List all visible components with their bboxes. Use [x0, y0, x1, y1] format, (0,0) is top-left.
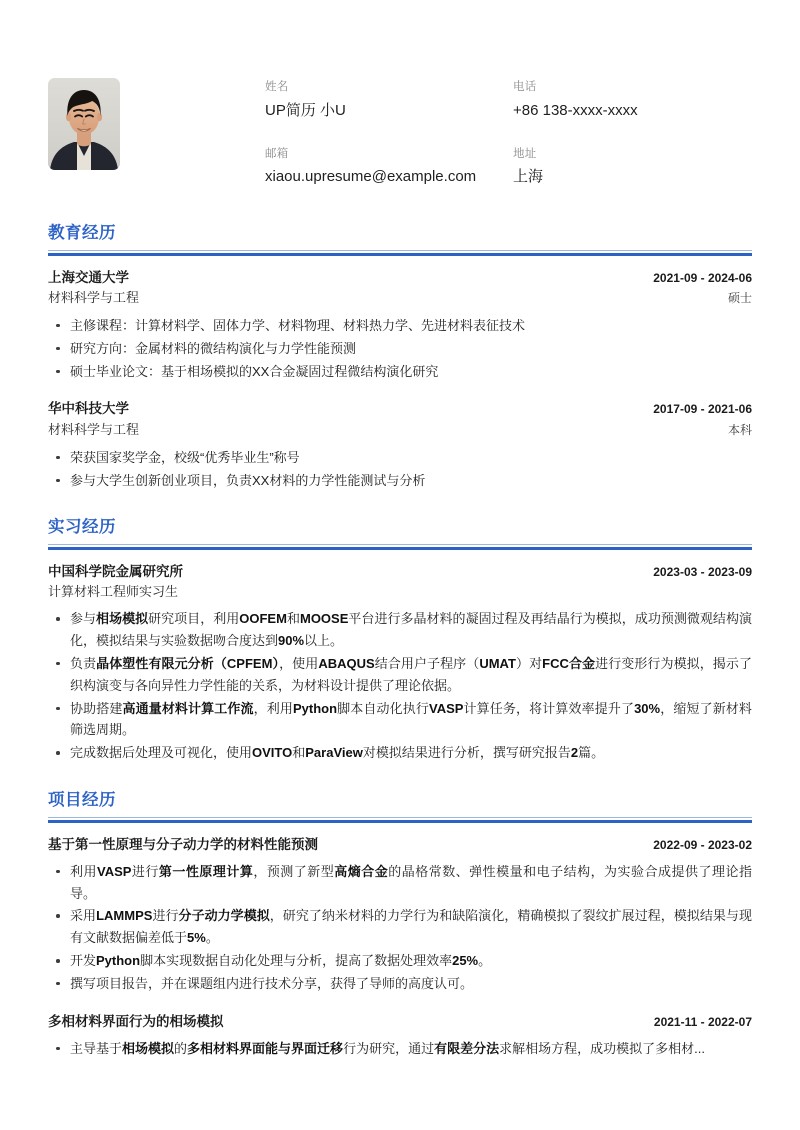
field-label-name: 姓名: [265, 81, 289, 93]
contact-field-name: [265, 81, 513, 121]
avatar: [48, 78, 120, 170]
education-bullets: [48, 447, 752, 492]
section-title-education: 教育经历: [48, 224, 116, 243]
school-name: 上海交通大学: [48, 269, 129, 285]
field-label-email: 邮箱: [265, 147, 289, 160]
project-name: 基于第一性原理与分子动力学的材料性能预测: [48, 836, 318, 852]
bullet-item: 采用LAMMPS进行分子动力学模拟，研究了纳米材料的力学行为和缺陷演化，精确模拟了裂纹扩展过程，模拟结果与现有文献数据偏差低于5%。: [48, 905, 752, 949]
project-entry: [48, 1012, 752, 1060]
internship-entry: [48, 562, 752, 764]
education-entry: [48, 268, 752, 383]
project-bullets: [48, 861, 752, 995]
bullet-item: 参与相场模拟研究项目，利用OOFEM和MOOSE平台进行多晶材料的凝固过程及再结晶行为模拟，成功预测微观结构演化，模拟结果与实验数据吻合度达到90%以上。: [48, 608, 752, 652]
bullet-item: 负责晶体塑性有限元分析（CPFEM），使用ABAQUS结合用户子程序（UMAT）对FCC合金进行变形行为模拟，揭示了织构演变与各向异性力学性能的关系，为材料设计提供了理论依据。: [48, 653, 752, 697]
bullet-item: 利用VASP进行第一性原理计算，预测了新型高熵合金的晶格常数、弹性模量和电子结构，为实验合成提供了理论指导。: [48, 861, 752, 905]
section-divider: [48, 544, 752, 550]
section-divider: [48, 817, 752, 823]
bullet-item: 开发Python脚本实现数据自动化处理与分析，提高了数据处理效率25%。: [48, 950, 752, 972]
education-date: 2021-09 - 2024-06: [653, 270, 752, 285]
bullet-item: 主修课程：计算材料学、固体力学、材料物理、材料热力学、先进材料表征技术: [48, 315, 752, 337]
project-date: 2022-09 - 2023-02: [653, 837, 752, 852]
organization-name: 中国科学院金属研究所: [48, 563, 183, 579]
section-internship: [48, 517, 752, 764]
bullet-item: 研究方向：金属材料的微结构演化与力学性能预测: [48, 338, 752, 360]
major-name: 材料科学与工程: [48, 421, 140, 437]
field-label-phone: 电话: [513, 81, 537, 93]
field-value-phone: +86 138-xxxx-xxxx: [513, 101, 638, 119]
bullet-item: 参与大学生创新创业项目，负责XX材料的力学性能测试与分析: [48, 470, 752, 492]
bullet-item: 撰写项目报告，并在课题组内进行技术分享，获得了导师的高度认可。: [48, 973, 752, 995]
job-title: 计算材料工程师实习生: [48, 584, 179, 600]
degree-label: 硕士: [727, 290, 752, 305]
contact-field-address: [513, 148, 752, 188]
field-value-email: xiaou.upresume@example.com: [265, 168, 477, 186]
section-title-projects: 项目经历: [48, 791, 116, 810]
education-entry: [48, 399, 752, 491]
bullet-item: 主导基于相场模拟的多相材料界面能与界面迁移行为研究，通过有限差分法求解相场方程，成功模拟了多相材...: [48, 1038, 752, 1060]
project-entry: [48, 835, 752, 995]
section-divider: [48, 250, 752, 256]
project-date: 2021-11 - 2022-07: [653, 1014, 752, 1029]
degree-label: 本科: [727, 422, 752, 437]
bullet-item: 完成数据后处理及可视化，使用OVITO和ParaView对模拟结果进行分析，撰写研究报告2篇。: [48, 742, 752, 764]
education-bullets: [48, 315, 752, 382]
internship-date: 2023-03 - 2023-09: [653, 564, 752, 579]
resume-header: [48, 0, 752, 197]
education-date: 2017-09 - 2021-06: [653, 402, 752, 417]
field-value-address: 上海: [513, 168, 544, 186]
section-projects: [48, 790, 752, 1060]
contact-grid: [265, 78, 752, 187]
bullet-item: 协助搭建高通量材料计算工作流，利用Python脚本自动化执行VASP计算任务，将计算效率提升了30%，缩短了新材料筛选周期。: [48, 698, 752, 742]
project-bullets: [48, 1038, 752, 1060]
contact-field-phone: [513, 81, 752, 121]
field-label-address: 地址: [513, 147, 537, 160]
bullet-item: 荣获国家奖学金，校级“优秀毕业生”称号: [48, 447, 752, 469]
section-title-internship: 实习经历: [48, 518, 116, 537]
major-name: 材料科学与工程: [48, 289, 140, 305]
internship-bullets: [48, 608, 752, 764]
contact-field-email: [265, 148, 513, 188]
school-name: 华中科技大学: [48, 401, 129, 417]
field-value-name: UP简历 小U: [265, 101, 346, 119]
section-education: [48, 223, 752, 491]
project-name: 多相材料界面行为的相场模拟: [48, 1013, 224, 1029]
bullet-item: 硕士毕业论文：基于相场模拟的XX合金凝固过程微结构演化研究: [48, 361, 752, 383]
